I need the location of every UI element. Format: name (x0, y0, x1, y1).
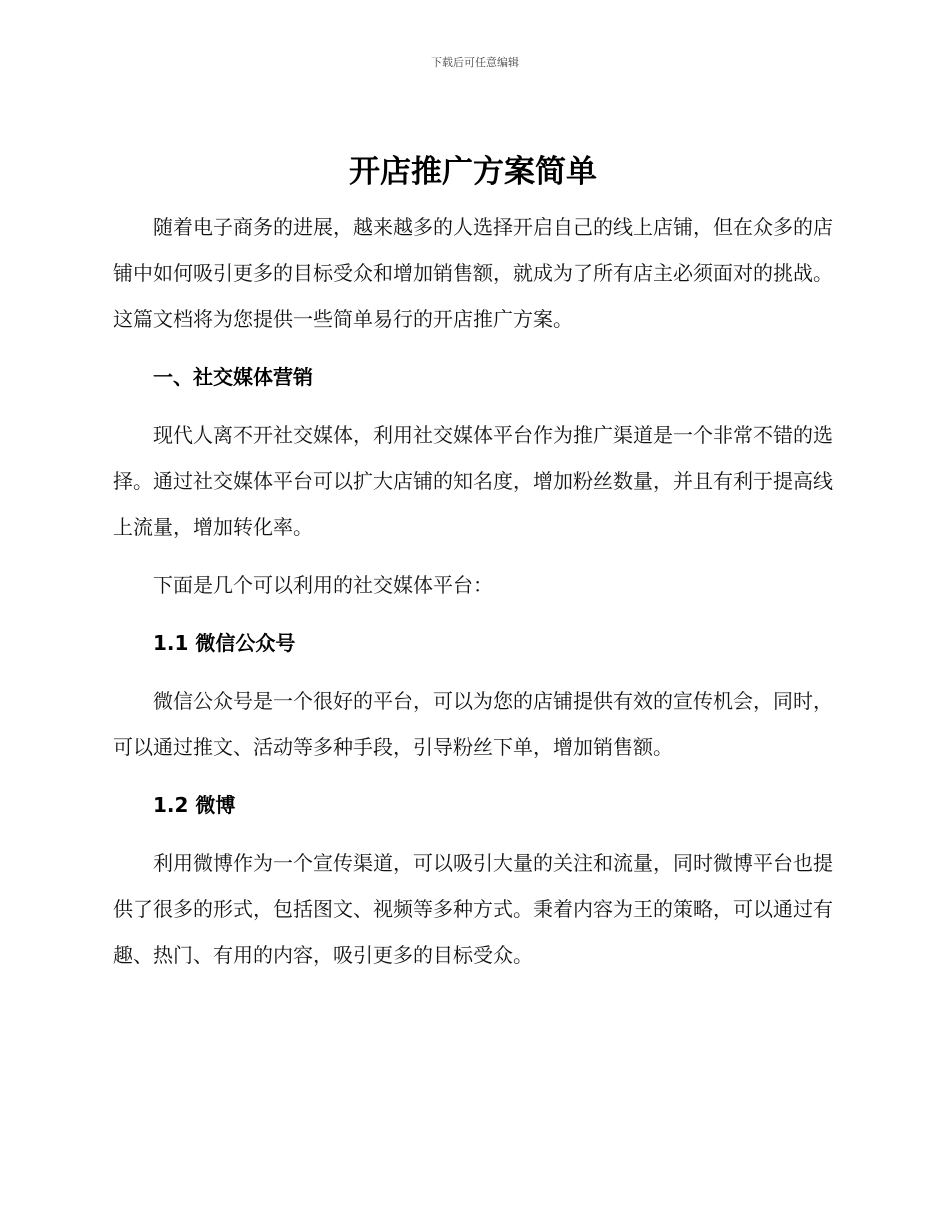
intro-paragraph: 随着电子商务的进展，越来越多的人选择开启自己的线上店铺，但在众多的店铺中如何吸引更多的目标受众和增加销售额，就成为了所有店主必须面对的挑战。这篇文档将为您提供一些简单易行的开店推广方案。 (113, 215, 833, 331)
header-note: 下载后可任意编辑 (431, 56, 519, 69)
wechat-paragraph: 微信公众号是一个很好的平台，可以为您的店铺提供有效的宣传机会，同时，可以通过推文、活动等多种手段，引导粉丝下单，增加销售额。 (113, 689, 833, 759)
subsection-heading-weibo: 1.2 微博 (153, 793, 236, 817)
document-title: 开店推广方案简单 (349, 154, 597, 190)
subsection-heading-wechat: 1.1 微信公众号 (153, 631, 296, 655)
platforms-intro-paragraph: 下面是几个可以利用的社交媒体平台： (153, 573, 493, 597)
weibo-paragraph: 利用微博作为一个宣传渠道，可以吸引大量的关注和流量，同时微博平台也提供了很多的形式，包括图文、视频等多种方式。秉着内容为王的策略，可以通过有趣、热门、有用的内容，吸引更多的目标受众。 (113, 851, 833, 967)
document-body (113, 148, 833, 978)
social-media-paragraph: 现代人离不开社交媒体，利用社交媒体平台作为推广渠道是一个非常不错的选择。通过社交媒体平台可以扩大店铺的知名度，增加粉丝数量，并且有利于提高线上流量，增加转化率。 (113, 423, 833, 539)
section-heading-social-media: 一、社交媒体营销 (153, 365, 313, 389)
